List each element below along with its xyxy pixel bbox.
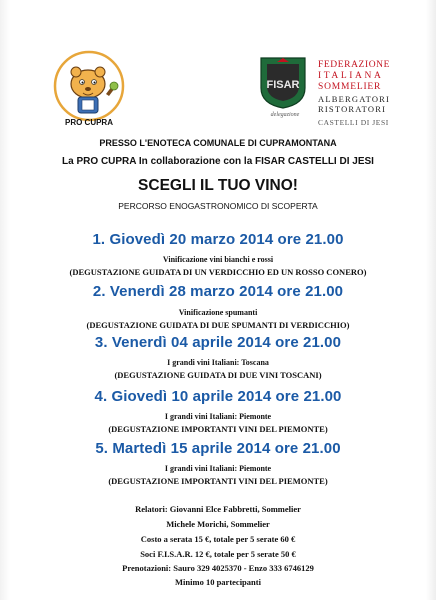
event-4-subject: I grandi vini Italiani: Piemonte [164,412,272,421]
pro-cupra-caption: PRO CUPRA [64,118,113,127]
event-5-heading: 5. Martedì 15 aprile 2014 ore 21.00 [95,440,341,457]
subtitle: PERCORSO ENOGASTRONOMICO DI SCOPERTA [118,201,318,211]
fisar-line-albergatori: ALBERGATORI [318,94,391,104]
speakers-line-1: Relatori: Giovanni Elce Fabbretti, Sommelier [135,504,301,514]
cost-line: Costo a serata 15 €, totale per 5 serate 60 € [140,534,296,544]
event-2-subject: Vinificazione spumanti [178,308,258,317]
collaboration-line: La PRO CUPRA In collaborazione con la FISAR CASTELLI DI JESI [62,156,374,167]
event-4-description: (DEGUSTAZIONE IMPORTANTI VINI DEL PIEMONTE) [108,424,328,434]
event-2-description: (DEGUSTAZIONE GUIDATA DI DUE SPUMANTI DI VERDICCHIO) [86,320,350,330]
fisar-line-federazione: FEDERAZIONE [318,60,391,70]
pro-cupra-logo-icon [48,50,130,128]
fisar-delegazione: delegazione [270,112,300,118]
event-1-description: (DEGUSTAZIONE GUIDATA DI UN VERDICCHIO ED UN ROSSO CONERO) [69,267,367,277]
event-1-subject: Vinificazione vini bianchi e rossi [162,255,274,264]
event-3-heading: 3. Venerdì 04 aprile 2014 ore 21.00 [94,334,342,351]
minimum-participants-line: Minimo 10 partecipanti [175,577,261,587]
event-1-heading: 1. Giovedì 20 marzo 2014 ore 21.00 [92,231,344,248]
fisar-line-sommelier: SOMMELIER [318,82,382,92]
fisar-shield-icon [257,54,309,110]
booking-line: Prenotazioni: Sauro 329 4025370 - Enzo 333 6746129 [122,563,314,573]
event-4-heading: 4. Giovedì 10 aprile 2014 ore 21.00 [94,388,342,405]
event-2-heading: 2. Venerdì 28 marzo 2014 ore 21.00 [92,283,344,300]
venue-line: PRESSO L'ENOTECA COMUNALE DI CUPRAMONTANA [99,138,337,148]
speakers-line-2: Michele Morichi, Sommelier [166,519,270,529]
members-cost-line: Soci F.I.S.A.R. 12 €, totale per 5 serate 50 € [140,549,296,559]
fisar-line-ristoratori: RISTORATORI [318,104,387,114]
event-5-subject: I grandi vini Italiani: Piemonte [164,464,272,473]
fisar-line-castelli: CASTELLI DI JESI [318,118,389,127]
event-3-description: (DEGUSTAZIONE GUIDATA DI DUE VINI TOSCANI) [114,370,322,380]
fisar-line-italiana: ITALIANA [318,71,384,81]
event-5-description: (DEGUSTAZIONE IMPORTANTI VINI DEL PIEMONTE) [108,476,328,486]
fisar-name-block [318,60,433,128]
event-3-subject: I grandi vini Italiani: Toscana [167,358,269,367]
main-title: SCEGLI IL TUO VINO! [138,177,298,194]
fisar-shield-text: FISAR [266,79,300,91]
